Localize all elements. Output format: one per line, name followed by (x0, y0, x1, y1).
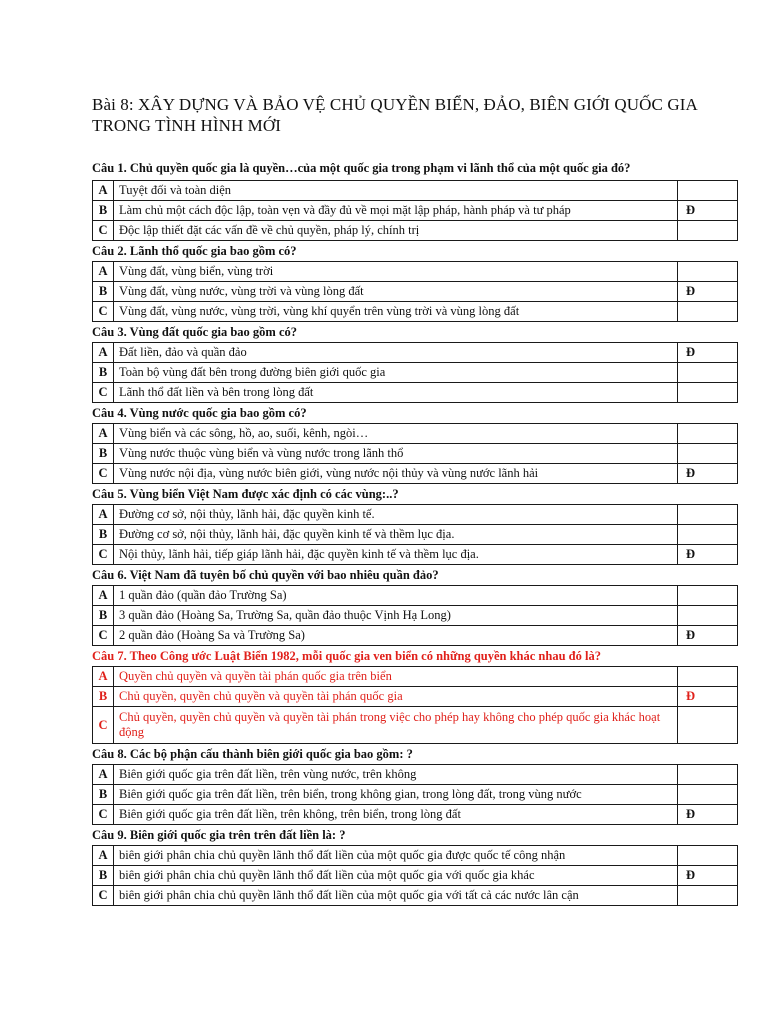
option-text: Biên giới quốc gia trên đất liền, trên không, trên biển, trong lòng đất (114, 805, 678, 825)
answer-mark (678, 181, 738, 201)
answer-mark: Đ (678, 282, 738, 302)
option-row (93, 785, 738, 805)
question-label: Câu 1. Chủ quyền quốc gia là quyền…của một quốc gia trong phạm vi lãnh thổ của một quốc gia đó? (92, 161, 631, 175)
answer-mark (678, 765, 738, 785)
option-text: biên giới phân chia chủ quyền lãnh thổ đất liền của một quốc gia với quốc gia khác (114, 866, 678, 886)
question-label: Câu 3. Vùng đất quốc gia bao gồm có? (92, 325, 298, 339)
option-letter: C (93, 805, 114, 825)
option-text: Làm chủ một cách độc lập, toàn vẹn và đầy đủ về mọi mặt lập pháp, hành pháp và tư pháp (114, 201, 678, 221)
answer-mark (678, 363, 738, 383)
question-label: Câu 2. Lãnh thổ quốc gia bao gồm có? (92, 244, 297, 258)
option-text: biên giới phân chia chủ quyền lãnh thổ đất liền của một quốc gia với tất cả các nước lân cận (114, 886, 678, 906)
option-text: Tuyệt đối và toàn diện (114, 181, 678, 201)
option-text: Đất liền, đảo và quần đảo (114, 343, 678, 363)
option-letter: B (93, 785, 114, 805)
option-text: Đường cơ sở, nội thủy, lãnh hải, đặc quyền kinh tế. (114, 505, 678, 525)
document-title: Bài 8: XÂY DỰNG VÀ BẢO VỆ CHỦ QUYỀN BIỂN, ĐẢO, BIÊN GIỚI QUỐC GIA TRONG TÌNH HÌNH MỚI (92, 95, 697, 135)
option-letter: A (93, 181, 114, 201)
option-row (93, 765, 738, 785)
answer-mark (678, 525, 738, 545)
option-letter: B (93, 282, 114, 302)
option-letter: A (93, 846, 114, 866)
answer-mark (678, 221, 738, 241)
option-row (93, 707, 738, 744)
option-text: Nội thủy, lãnh hải, tiếp giáp lãnh hải, đặc quyền kinh tế và thềm lục địa. (114, 545, 678, 565)
answer-mark: Đ (678, 201, 738, 221)
option-text: 3 quần đảo (Hoàng Sa, Trường Sa, quần đảo thuộc Vịnh Hạ Long) (114, 606, 678, 626)
option-text: Đường cơ sở, nội thủy, lãnh hải, đặc quyền kinh tế và thềm lục địa. (114, 525, 678, 545)
option-letter: A (93, 505, 114, 525)
option-text: biên giới phân chia chủ quyền lãnh thổ đất liền của một quốc gia được quốc tế công nhận (114, 846, 678, 866)
option-text: Biên giới quốc gia trên đất liền, trên biển, trong không gian, trong lòng đất, trong vùng nước (114, 785, 678, 805)
options-table (92, 666, 738, 744)
answer-mark (678, 606, 738, 626)
options-table (92, 845, 738, 906)
options-table (92, 504, 738, 565)
option-row (93, 687, 738, 707)
options-table (92, 180, 738, 241)
option-row (93, 424, 738, 444)
option-letter: C (93, 626, 114, 646)
option-row (93, 667, 738, 687)
options-table (92, 764, 738, 825)
answer-mark: Đ (678, 343, 738, 363)
option-letter: B (93, 606, 114, 626)
option-text: Vùng đất, vùng nước, vùng trời và vùng lòng đất (114, 282, 678, 302)
option-row (93, 606, 738, 626)
options-table (92, 342, 738, 403)
option-letter: A (93, 586, 114, 606)
option-letter: A (93, 343, 114, 363)
question-label: Câu 6. Việt Nam đã tuyên bố chủ quyền với bao nhiêu quần đảo? (92, 568, 439, 582)
option-letter: B (93, 525, 114, 545)
option-letter: C (93, 383, 114, 403)
options-table (92, 585, 738, 646)
option-row (93, 866, 738, 886)
question-label: Câu 9. Biên giới quốc gia trên trên đất liền là: ? (92, 828, 346, 842)
option-text: Vùng biển và các sông, hồ, ao, suối, kênh, ngòi… (114, 424, 678, 444)
option-row (93, 545, 738, 565)
quiz-list (92, 160, 738, 906)
option-text: Độc lập thiết đặt các vấn đề về chủ quyền, pháp lý, chính trị (114, 221, 678, 241)
option-text: Vùng đất, vùng nước, vùng trời, vùng khí quyển trên vùng trời và vùng lòng đất (114, 302, 678, 322)
answer-mark: Đ (678, 626, 738, 646)
answer-mark: Đ (678, 866, 738, 886)
options-table (92, 423, 738, 484)
option-row (93, 626, 738, 646)
option-row (93, 444, 738, 464)
option-row (93, 586, 738, 606)
option-row (93, 805, 738, 825)
option-row (93, 363, 738, 383)
answer-mark: Đ (678, 687, 738, 707)
option-letter: B (93, 363, 114, 383)
option-text: Vùng đất, vùng biển, vùng trời (114, 262, 678, 282)
answer-mark (678, 667, 738, 687)
option-row (93, 221, 738, 241)
option-text: 1 quần đảo (quần đảo Trường Sa) (114, 586, 678, 606)
option-text: Chủ quyền, quyền chủ quyền và quyền tài phán trong việc cho phép hay không cho phép quốc gia khác hoạt động (114, 707, 678, 744)
option-letter: A (93, 262, 114, 282)
question-label: Câu 8. Các bộ phận cấu thành biên giới quốc gia bao gồm: ? (92, 747, 413, 761)
option-letter: A (93, 765, 114, 785)
option-row (93, 383, 738, 403)
option-row (93, 464, 738, 484)
option-letter: B (93, 444, 114, 464)
option-letter: C (93, 221, 114, 241)
answer-mark: Đ (678, 464, 738, 484)
option-row (93, 505, 738, 525)
option-letter: C (93, 545, 114, 565)
answer-mark (678, 886, 738, 906)
answer-mark (678, 383, 738, 403)
option-letter: B (93, 201, 114, 221)
option-letter: A (93, 667, 114, 687)
option-letter: B (93, 866, 114, 886)
answer-mark (678, 444, 738, 464)
option-text: Lãnh thổ đất liền và bên trong lòng đất (114, 383, 678, 403)
answer-mark (678, 424, 738, 444)
option-text: Biên giới quốc gia trên đất liền, trên vùng nước, trên không (114, 765, 678, 785)
option-row (93, 181, 738, 201)
answer-mark (678, 785, 738, 805)
option-row (93, 846, 738, 866)
option-letter: C (93, 302, 114, 322)
option-row (93, 262, 738, 282)
option-text: Chủ quyền, quyền chủ quyền và quyền tài phán quốc gia (114, 687, 678, 707)
option-row (93, 282, 738, 302)
answer-mark (678, 505, 738, 525)
answer-mark (678, 586, 738, 606)
answer-mark: Đ (678, 545, 738, 565)
answer-mark: Đ (678, 805, 738, 825)
question-label: Câu 7. Theo Công ước Luật Biển 1982, mỗi quốc gia ven biển có những quyền khác nhau đó là? (92, 649, 601, 663)
option-row (93, 886, 738, 906)
option-row (93, 343, 738, 363)
option-text: Vùng nước nội địa, vùng nước biên giới, vùng nước nội thủy và vùng nước lãnh hải (114, 464, 678, 484)
option-text: Vùng nước thuộc vùng biển và vùng nước trong lãnh thổ (114, 444, 678, 464)
option-row (93, 201, 738, 221)
option-letter: C (93, 464, 114, 484)
question-label: Câu 4. Vùng nước quốc gia bao gồm có? (92, 406, 307, 420)
option-text: Toàn bộ vùng đất bên trong đường biên giới quốc gia (114, 363, 678, 383)
option-letter: B (93, 687, 114, 707)
option-text: Quyền chủ quyền và quyền tài phán quốc gia trên biển (114, 667, 678, 687)
options-table (92, 261, 738, 322)
answer-mark (678, 846, 738, 866)
option-letter: C (93, 886, 114, 906)
option-row (93, 302, 738, 322)
option-text: 2 quần đảo (Hoàng Sa và Trường Sa) (114, 626, 678, 646)
document-page (92, 94, 738, 908)
option-letter: C (93, 707, 114, 744)
option-row (93, 525, 738, 545)
question-label: Câu 5. Vùng biển Việt Nam được xác định có các vùng:..? (92, 487, 399, 501)
answer-mark (678, 707, 738, 744)
answer-mark (678, 302, 738, 322)
answer-mark (678, 262, 738, 282)
option-letter: A (93, 424, 114, 444)
